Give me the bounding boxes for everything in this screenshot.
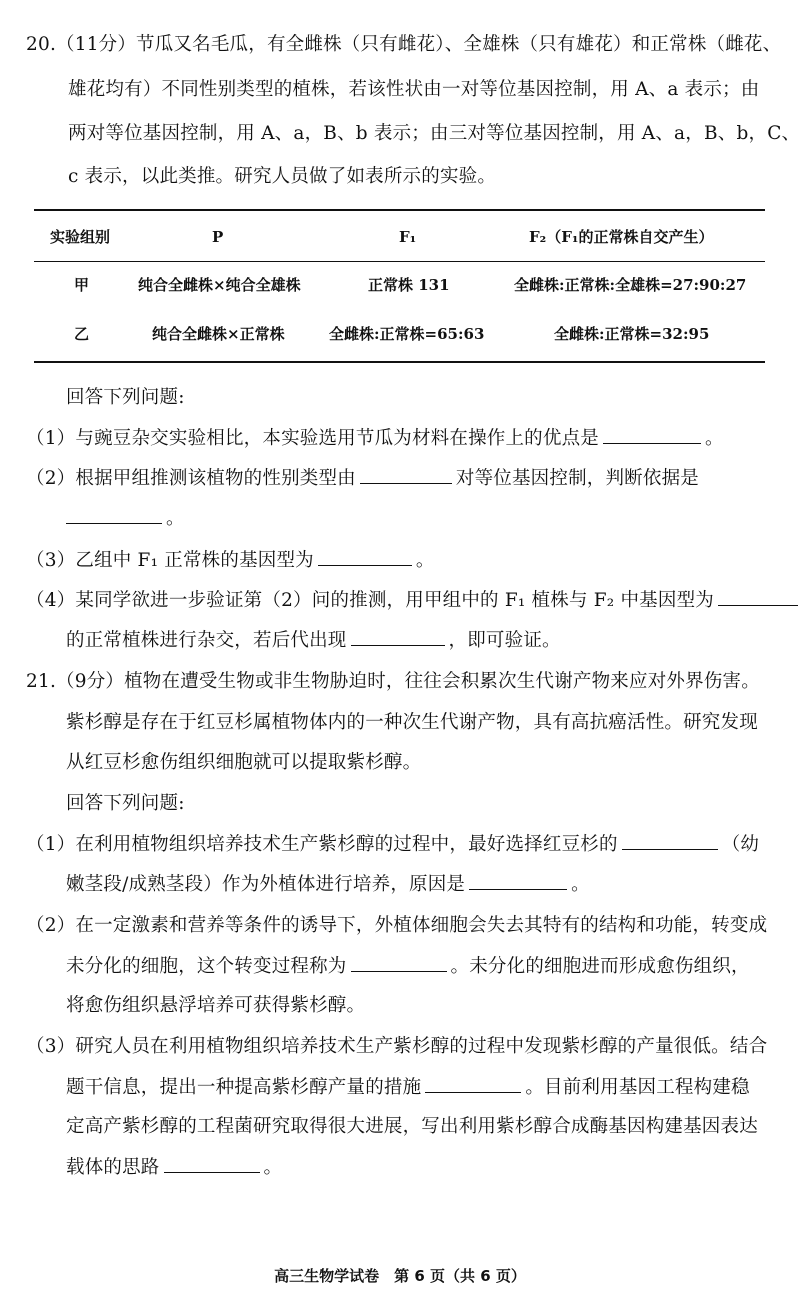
row-jia-f2: 全雌株:正常株:全雄株=27:90:27 [514,276,747,294]
row-yi-p: 纯合全雌株×正常株 [152,325,285,343]
row-jia-f1: 正常株 131 [368,276,450,294]
header-f1: F₁ [399,228,417,246]
q20-sub4-cont: 的正常植株进行杂交，若后代出现 ，即可验证。 [66,625,561,656]
q21-sub3-cont: 题干信息，提出一种提高紫杉醇产量的措施 。目前利用基因工程构建稳 [66,1072,750,1103]
page-footer: 高三生物学试卷 第 6 页（共 6 页） [274,1267,526,1285]
answer-blank[interactable] [622,829,718,850]
q20-sub2: （2）根据甲组推测该植物的性别类型由 对等位基因控制，判断依据是 [26,463,699,494]
q21-sub3-end: 载体的思路 。 [66,1152,282,1183]
q21-prompt: 回答下列问题: [66,793,185,814]
q20-line-1: 20.（11分）节瓜又名毛瓜，有全雌株（只有雌花）、全雄株（只有雄花）和正常株（雌花、 [26,34,782,55]
q21-sub2-cont: 未分化的细胞，这个转变过程称为 。未分化的细胞进而形成愈伤组织， [66,951,750,982]
q20-line-4: c 表示，以此类推。研究人员做了如表所示的实验。 [68,166,497,187]
q21-sub2: （2）在一定激素和营养等条件的诱导下，外植体细胞会失去其特有的结构和功能，转变成 [26,915,768,936]
q20-sub4: （4）某同学欲进一步验证第（2）问的推测，用甲组中的 F₁ 植株与 F₂ 中基因型为 [26,585,800,616]
q21-sub3: （3）研究人员在利用植物组织培养技术生产紫杉醇的过程中发现紫杉醇的产量很低。结合 [26,1036,768,1057]
q21-sub1-cont: 嫩茎段/成熟茎段）作为外植体进行培养，原因是 。 [66,869,590,900]
answer-blank[interactable] [360,463,452,484]
q20-sub2-cont: 。 [66,503,185,534]
q21-line-2: 紫杉醇是存在于红豆杉属植物体内的一种次生代谢产物，具有高抗癌活性。研究发现 [66,712,758,733]
row-jia-group: 甲 [74,276,90,294]
q20-prompt: 回答下列问题: [66,387,185,408]
answer-blank[interactable] [469,869,567,890]
experiment-table [34,209,765,363]
q21-sub3-line3: 定高产紫杉醇的工程菌研究取得很大进展，写出利用紫杉醇合成酶基因构建基因表达 [66,1116,758,1137]
q21-line-1: 21.（9分）植物在遭受生物或非生物胁迫时，往往会积累次生代谢产物来应对外界伤害。 [26,671,760,692]
row-jia-p: 纯合全雌株×纯合全雄株 [138,276,301,294]
header-p: P [212,228,224,246]
q20-sub3: （3）乙组中 F₁ 正常株的基因型为 。 [26,545,435,576]
answer-blank[interactable] [164,1152,260,1173]
answer-blank[interactable] [425,1072,521,1093]
header-f2: F₂（F₁的正常株自交产生） [529,228,714,246]
table-header-row [34,211,765,262]
q21-sub2-end: 将愈伤组织悬浮培养可获得紫杉醇。 [66,995,366,1016]
row-yi-group: 乙 [74,325,90,343]
answer-blank[interactable] [66,503,162,524]
q21-sub1: （1）在利用植物组织培养技术生产紫杉醇的过程中，最好选择红豆杉的 （幼 [26,829,759,860]
answer-blank[interactable] [351,625,445,646]
row-yi-f2: 全雌株:正常株=32:95 [554,325,710,343]
q20-line-2: 雄花均有）不同性别类型的植株，若该性状由一对等位基因控制，用 A、a 表示；由 [68,79,760,100]
answer-blank[interactable] [603,423,701,444]
answer-blank[interactable] [351,951,447,972]
q20-line-3: 两对等位基因控制，用 A、a，B、b 表示；由三对等位基因控制，用 A、a，B、b，C、 [68,123,800,144]
answer-blank[interactable] [718,585,798,606]
q20-sub1: （1）与豌豆杂交实验相比，本实验选用节瓜为材料在操作上的优点是 。 [26,423,724,454]
header-group: 实验组别 [50,228,111,246]
row-yi-f1: 全雌株:正常株=65:63 [329,325,485,343]
q21-line-3: 从红豆杉愈伤组织细胞就可以提取紫杉醇。 [66,752,422,773]
answer-blank[interactable] [318,545,412,566]
